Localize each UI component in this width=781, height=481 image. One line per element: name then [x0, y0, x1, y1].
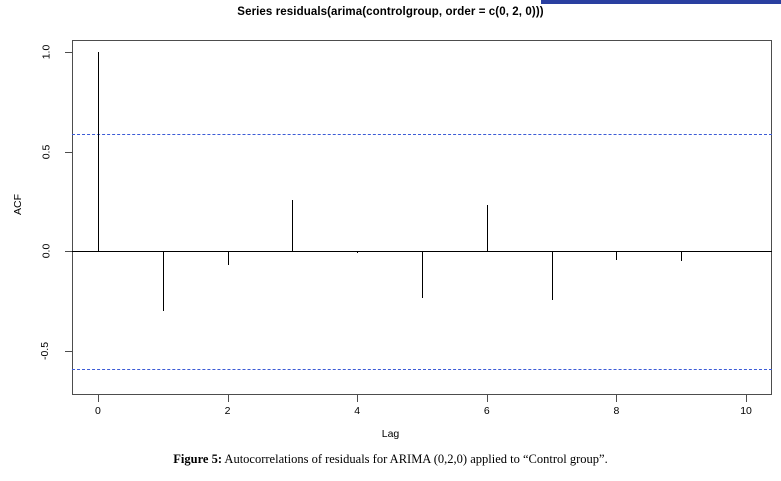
y-tick-label: 1.0: [40, 44, 53, 60]
x-tick-label: 10: [740, 405, 752, 417]
x-tick-mark: [357, 395, 358, 402]
x-axis-ticks: [72, 395, 772, 417]
acf-stem: [292, 200, 293, 252]
acf-stem: [487, 205, 488, 252]
acf-stem: [681, 251, 682, 261]
header-accent-bar: [541, 0, 781, 4]
x-tick-mark: [228, 395, 229, 402]
figure-caption-label: Figure 5:: [173, 452, 222, 466]
figure-caption: [0, 452, 781, 467]
y-tick-mark: [65, 152, 72, 153]
y-tick-label: 0.0: [40, 244, 53, 259]
x-tick-mark: [98, 395, 99, 402]
x-tick-label: 0: [95, 405, 101, 417]
chart-title: Series residuals(arima(controlgroup, order = c(0, 2, 0))): [237, 6, 544, 18]
x-tick-mark: [487, 395, 488, 402]
acf-stem: [98, 52, 99, 251]
acf-stem: [163, 251, 164, 311]
y-tick-mark: [65, 52, 72, 53]
plot-inner: [72, 40, 772, 395]
acf-stem: [552, 251, 553, 300]
figure-caption-text: Autocorrelations of residuals for ARIMA (0,2,0) applied to “Control group”.: [222, 452, 608, 466]
x-tick-mark: [616, 395, 617, 402]
x-axis-title: Lag: [381, 428, 400, 440]
acf-stem: [422, 251, 423, 298]
acf-stem: [357, 251, 358, 253]
x-tick-label: 2: [224, 405, 231, 417]
x-tick-label: 4: [354, 405, 361, 417]
confidence-band-upper: [72, 134, 772, 135]
y-axis-title: ACF: [12, 194, 24, 215]
y-tick-mark: [65, 251, 72, 252]
x-tick-label: 8: [613, 405, 620, 417]
y-tick-label: 0.5: [40, 144, 53, 159]
acf-stem: [616, 251, 617, 260]
y-tick-label: -0.5: [38, 342, 51, 361]
y-tick-mark: [65, 351, 72, 352]
plot-area: [72, 40, 772, 395]
x-tick-mark: [746, 395, 747, 402]
confidence-band-lower: [72, 369, 772, 370]
acf-stem: [228, 251, 229, 265]
x-tick-label: 6: [483, 405, 490, 417]
